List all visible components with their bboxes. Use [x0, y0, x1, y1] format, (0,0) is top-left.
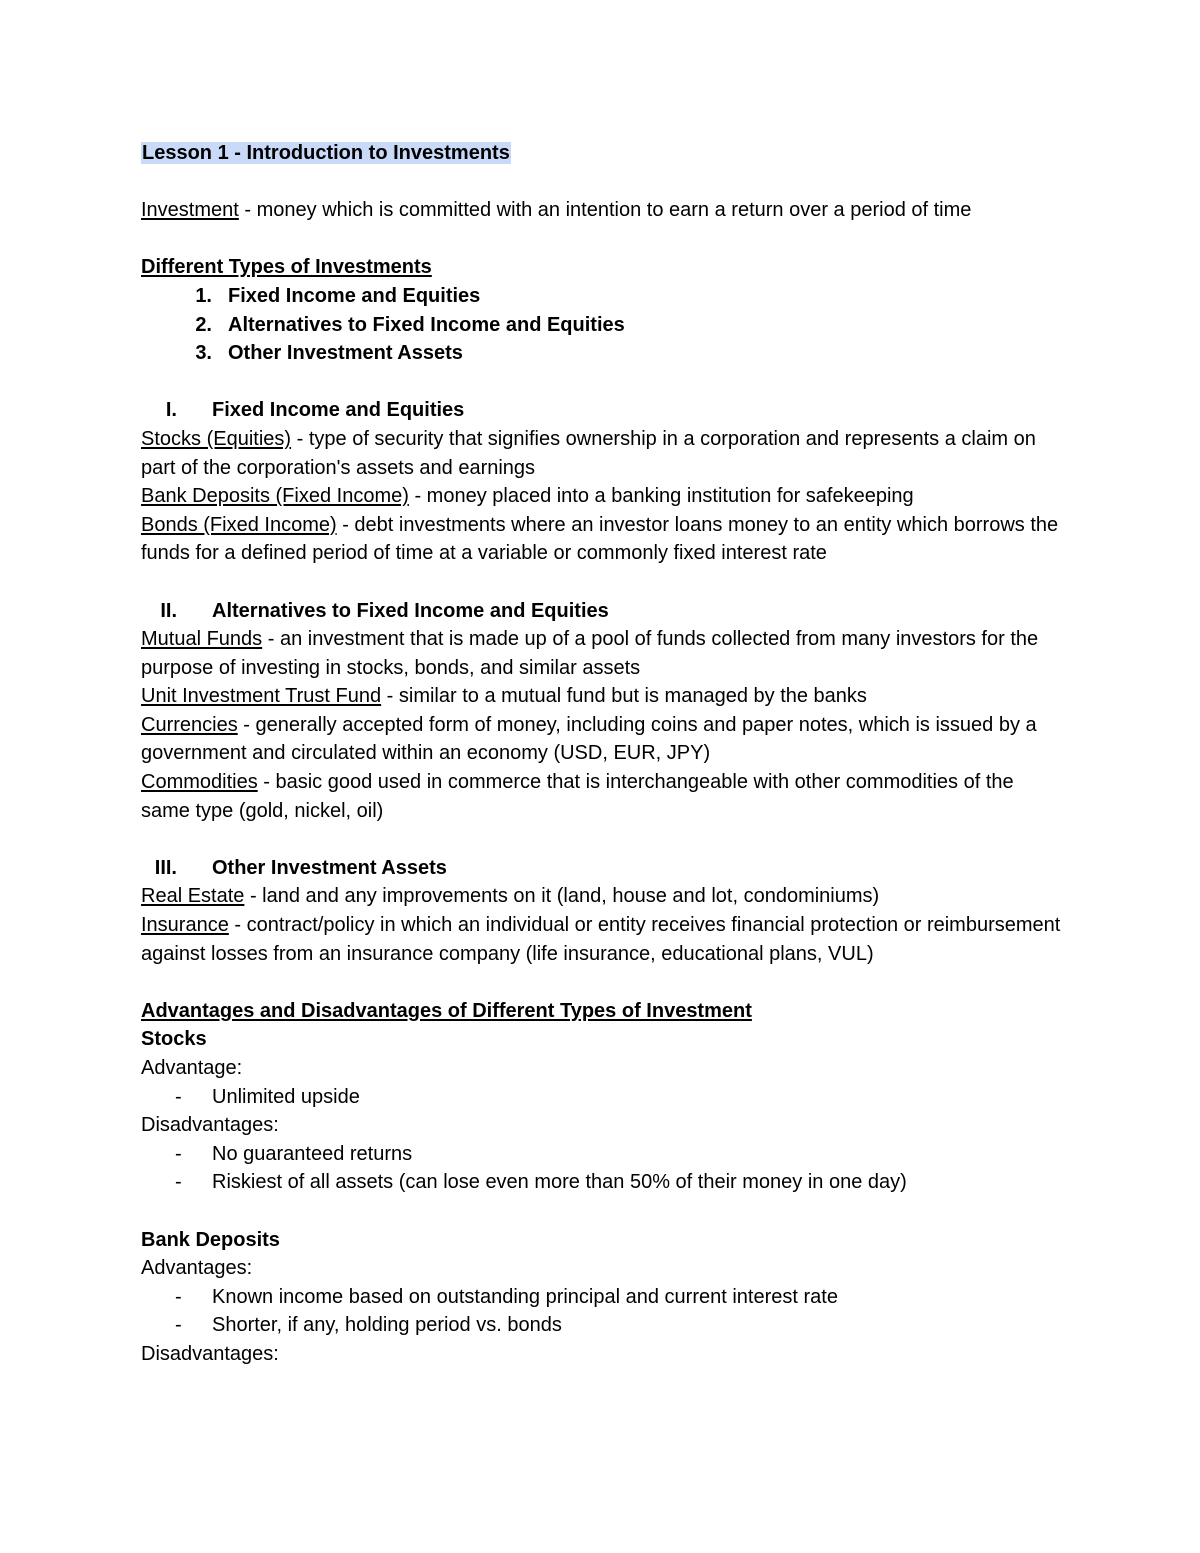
list-item: [141, 1311, 1061, 1340]
spacer: [141, 1197, 1061, 1226]
spacer: [141, 225, 1061, 254]
bullet-dash: -: [175, 1314, 182, 1337]
list-item: [141, 1083, 1061, 1112]
definition-text: - land and any improvements on it (land, house and lot, condominiums): [244, 885, 880, 908]
list-label: Other Investment Assets: [228, 342, 463, 365]
definition-text: - an investment that is made up of a pool of funds collected from many investors for the purpose of investing in stocks, bonds, and similar assets: [141, 628, 1039, 679]
definition-text: - basic good used in commerce that is interchangeable with other commodities of the same type (gold, nickel, oil): [141, 771, 1014, 822]
definition: [141, 911, 1061, 968]
section-title: Alternatives to Fixed Income and Equities: [212, 599, 609, 622]
list-text: No guaranteed returns: [212, 1142, 413, 1165]
list-item: [141, 282, 1061, 311]
list-label: Fixed Income and Equities: [228, 284, 481, 307]
list-number: 1.: [195, 284, 212, 307]
bullet-dash: -: [175, 1171, 182, 1194]
definition-text: - debt investments where an investor loans money to an entity which borrows the funds for a defined period of time at a variable or commonly fixed interest rate: [141, 513, 1059, 565]
definition-term: Investment: [141, 199, 239, 222]
definition-term: Currencies: [141, 713, 238, 736]
stocks-advantage-label: Advantage:: [141, 1057, 243, 1079]
bank-disadvantage-label: Disadvantages:: [141, 1342, 279, 1365]
investment-definition: [141, 196, 1061, 225]
bullet-dash: -: [175, 1285, 182, 1308]
section-heading: [141, 396, 1061, 425]
definition-text: - type of security that signifies ownership in a corporation and represents a claim on part of the corporation's assets and earnings: [141, 427, 1036, 479]
page-title: [141, 139, 1061, 168]
spacer: [141, 368, 1061, 397]
types-heading: Different Types of Investments: [141, 256, 432, 279]
list-number: 2.: [195, 313, 212, 336]
list-label: Alternatives to Fixed Income and Equities: [228, 313, 625, 336]
spacer: [141, 968, 1061, 997]
spacer: [141, 168, 1061, 197]
definition: [141, 425, 1061, 482]
spacer: [141, 568, 1061, 597]
definition: [141, 625, 1061, 682]
definition-text: - money placed into a banking institution for safekeeping: [408, 485, 914, 508]
section-number: II.: [160, 599, 177, 622]
section-title: Other Investment Assets: [212, 856, 447, 879]
spacer: [141, 825, 1061, 854]
bullet-dash: -: [175, 1142, 182, 1165]
list-number: 3.: [195, 342, 212, 365]
list-item: [141, 339, 1061, 368]
stocks-disadvantage-label: Disadvantages:: [141, 1114, 279, 1137]
list-item: [141, 1168, 1061, 1197]
definition-text: - contract/policy in which an individual or entity receives financial protection or reimbursement against losses from an insurance company (life insurance, educational plans, VUL): [141, 914, 1061, 965]
section-number: I.: [165, 399, 177, 422]
definition: [141, 768, 1061, 825]
definition: [141, 482, 1061, 511]
definition: [141, 511, 1061, 568]
stocks-heading: Stocks: [141, 1028, 207, 1051]
definition-term: Unit Investment Trust Fund: [141, 685, 382, 708]
list-item: [141, 311, 1061, 340]
advantages-heading: Advantages and Disadvantages of Different Types of Investment: [141, 999, 752, 1022]
section-heading: [141, 854, 1061, 883]
definition: [141, 682, 1061, 711]
definition-term: Insurance: [141, 914, 229, 937]
definition-term: Bonds (Fixed Income): [141, 513, 337, 536]
definition-text: - similar to a mutual fund but is managed by the banks: [381, 685, 867, 708]
definition-text: - generally accepted form of money, including coins and paper notes, which is issued by a government and circulated within an economy (USD, EUR, JPY): [141, 713, 1037, 765]
definition-text: - money which is committed with an intention to earn a return over a period of time: [238, 199, 972, 222]
title-highlight: Lesson 1 - Introduction to Investments: [142, 142, 510, 164]
definition: [141, 882, 1061, 911]
section-heading: [141, 597, 1061, 626]
definition-term: Real Estate: [141, 885, 245, 908]
list-text: Shorter, if any, holding period vs. bonds: [212, 1314, 562, 1337]
definition-term: Commodities: [141, 771, 258, 794]
bank-advantage-label: Advantages:: [141, 1257, 253, 1280]
section-number: III.: [154, 856, 177, 879]
definition-term: Bank Deposits (Fixed Income): [141, 485, 409, 508]
document-body: [141, 139, 1061, 1369]
section-title: Fixed Income and Equities: [212, 399, 465, 422]
list-item: [141, 1140, 1061, 1169]
list-item: [141, 1283, 1061, 1312]
list-text: Known income based on outstanding principal and current interest rate: [212, 1285, 838, 1308]
bullet-dash: -: [175, 1085, 182, 1108]
list-text: Unlimited upside: [212, 1085, 360, 1108]
definition-term: Mutual Funds: [141, 628, 263, 651]
definition-term: Stocks (Equities): [141, 427, 292, 450]
bank-deposits-heading: Bank Deposits: [141, 1228, 280, 1251]
definition: [141, 711, 1061, 768]
list-text: Riskiest of all assets (can lose even more than 50% of their money in one day): [212, 1171, 907, 1194]
